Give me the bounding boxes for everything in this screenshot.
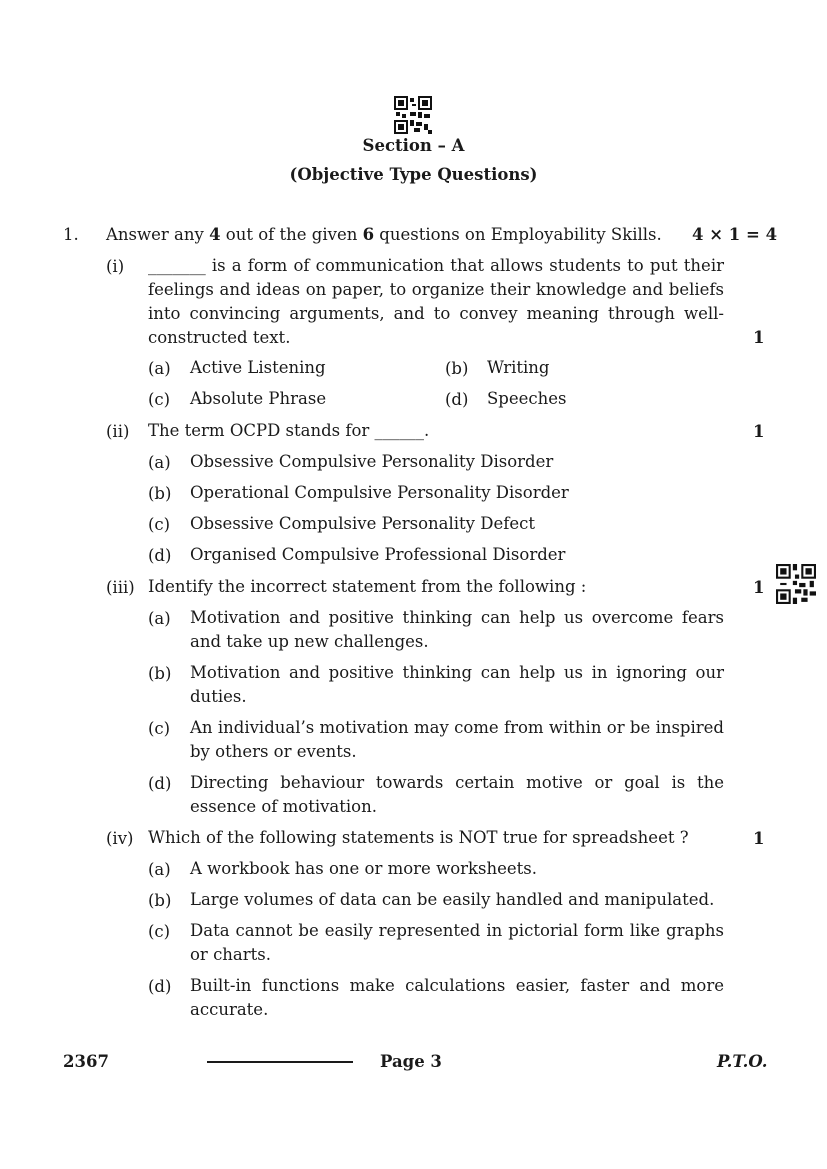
part-label: (iv) (106, 829, 134, 848)
question-marks: 4 × 1 = 4 (692, 225, 778, 244)
part-mark: 1 (753, 578, 765, 597)
option-label: (d) (148, 546, 172, 565)
option-label: (a) (148, 609, 171, 628)
option-label: (c) (148, 515, 171, 534)
section-title: Section – A (362, 136, 465, 155)
part-mark: 1 (753, 422, 765, 441)
option-text: Obsessive Compulsive Personality Disorder (190, 452, 554, 471)
page-number: Page 3 (380, 1052, 442, 1071)
option-text: Directing behaviour towards certain motive or goal is the essence of motivation. (190, 773, 724, 816)
option-label: (b) (148, 664, 172, 683)
option-text: Absolute Phrase (190, 389, 327, 408)
option-label: (a) (148, 860, 171, 879)
option-label: (d) (445, 390, 469, 409)
qr-code-icon (394, 96, 432, 134)
option-text: Built-in functions make calculations easier, faster and more accurate. (190, 976, 724, 1019)
part-text: The term OCPD stands for ______. (148, 421, 430, 440)
option-label: (c) (148, 922, 171, 941)
part-mark: 1 (753, 328, 765, 347)
option-label: (b) (148, 484, 172, 503)
part-text: Which of the following statements is NOT true for spreadsheet ? (148, 828, 689, 847)
option-label: (c) (148, 390, 171, 409)
question-stem-text: Answer any (106, 225, 210, 244)
option-text: A workbook has one or more worksheets. (190, 859, 537, 878)
section-subtitle: (Objective Type Questions) (289, 165, 538, 184)
option-text: Organised Compulsive Professional Disorder (190, 545, 566, 564)
option-text: Speeches (487, 389, 567, 408)
option-text: Writing (487, 358, 550, 377)
option-text: Data cannot be easily represented in pictorial form like graphs or charts. (190, 921, 724, 964)
part-label: (i) (106, 257, 125, 276)
qr-code-side (776, 564, 816, 604)
question-stem-text: out of the given (220, 225, 363, 244)
option-text: An individual’s motivation may come from within or be inspired by others or events. (190, 718, 724, 761)
question-stem-total: 6 (362, 225, 375, 244)
qr-code-icon (776, 564, 816, 604)
pto-label: P.T.O. (717, 1052, 768, 1071)
option-label: (d) (148, 977, 172, 996)
option-label: (c) (148, 719, 171, 738)
option-text: Motivation and positive thinking can help us overcome fears and take up new challenges. (190, 608, 724, 651)
question-number: 1. (63, 225, 79, 244)
paper-code: 2367 (63, 1052, 109, 1071)
option-text: Operational Compulsive Personality Disorder (190, 483, 569, 502)
part-label: (ii) (106, 422, 130, 441)
question-stem-text: questions on Employability Skills. (374, 225, 662, 244)
option-label: (b) (445, 359, 469, 378)
option-text: Large volumes of data can be easily handled and manipulated. (190, 890, 715, 909)
option-text: Motivation and positive thinking can help us in ignoring our duties. (190, 663, 724, 706)
question-stem (106, 225, 666, 244)
footer-divider (207, 1061, 353, 1063)
option-label: (a) (148, 453, 171, 472)
option-text: Obsessive Compulsive Personality Defect (190, 514, 535, 533)
option-label: (d) (148, 774, 172, 793)
option-text: Active Listening (190, 358, 326, 377)
option-label: (a) (148, 359, 171, 378)
question-stem-count: 4 (209, 225, 221, 244)
part-mark: 1 (753, 829, 765, 848)
part-label: (iii) (106, 578, 135, 597)
part-text: _______ is a form of communication that allows students to put their feelings and ideas on paper, to organize their knowledge and beliefs into convincing arguments, and to convey meaning through well-constructed text. (148, 256, 724, 347)
part-text: Identify the incorrect statement from the following : (148, 577, 587, 596)
option-label: (b) (148, 891, 172, 910)
qr-code-top (394, 96, 432, 134)
